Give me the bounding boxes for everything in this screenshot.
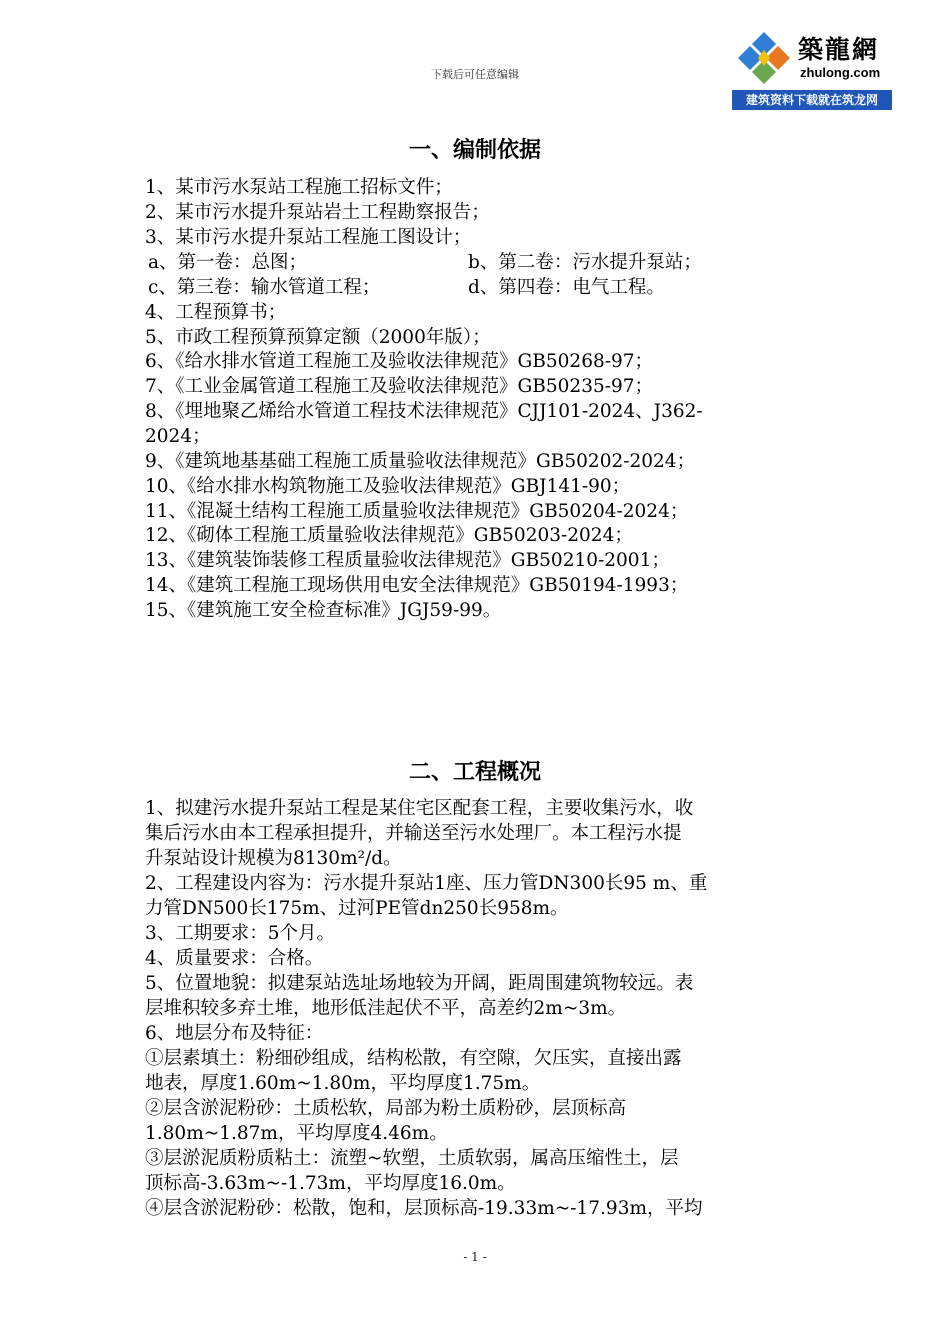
overview-line: ④层含淤泥粉砂：松散，饱和，层顶标高-19.33m~-17.93m，平均 [145, 1198, 703, 1219]
basis-item: 7、《工业金属管道工程施工及验收法律规范》GB50235-97； [145, 376, 654, 397]
volume-a: a、第一卷：总图； [148, 252, 308, 273]
basis-item: 11、《混凝土结构工程施工质量验收法律规范》GB50204-2024； [145, 501, 689, 522]
logo-top [732, 24, 892, 88]
basis-item: 12、《砌体工程施工质量验收法律规范》GB50203-2024； [145, 525, 633, 546]
logo-url: zhulong.com [800, 65, 881, 80]
overview-line: ③层淤泥质粉质粘土：流塑~软塑，土质软弱，属高压缩性土，层 [145, 1148, 679, 1169]
logo-tagline: 建筑资料下载就在筑龙网 [732, 90, 892, 110]
volume-d: d、第四卷：电气工程。 [468, 277, 665, 298]
basis-item: 8、《埋地聚乙烯给水管道工程技术法律规范》CJJ101-2024、J362- [145, 401, 703, 422]
overview-line: 力管DN500长175m、过河PE管dn250长958m。 [145, 898, 569, 919]
basis-item: 1、某市污水泵站工程施工招标文件； [145, 177, 453, 198]
basis-item: 13、《建筑装饰装修工程质量验收法律规范》GB50210-2001； [145, 550, 670, 571]
section2-title: 二、工程概况 [408, 760, 541, 785]
volume-c: c、第三卷：输水管道工程； [148, 277, 381, 298]
overview-line: ②层含淤泥粉砂：土质松软，局部为粉土质粉砂，层顶标高 [145, 1098, 627, 1119]
overview-line: ①层素填土：粉细砂组成，结构松散，有空隙，欠压实，直接出露 [145, 1048, 682, 1069]
overview-line: 2、工程建设内容为：污水提升泵站1座、压力管DN300长95 m、重 [145, 873, 708, 894]
logo-name: 築龍網 [798, 35, 880, 64]
overview-line: 地表，厚度1.60m~1.80m，平均厚度1.75m。 [145, 1073, 541, 1094]
basis-item: 3、某市污水提升泵站工程施工图设计； [145, 227, 472, 248]
overview-line: 3、工期要求：5个月。 [145, 923, 336, 944]
overview-line: 升泵站设计规模为8130m²/d。 [145, 848, 402, 869]
overview-line: 4、质量要求：合格。 [145, 948, 324, 969]
header-note: 下载后可任意编辑 [431, 68, 519, 81]
overview-line: 1、拟建污水提升泵站工程是某住宅区配套工程，主要收集污水，收 [145, 798, 694, 819]
logo-mark-icon [736, 30, 792, 86]
basis-item: 6、《给水排水管道工程施工及验收法律规范》GB50268-97； [145, 351, 654, 372]
section1-title: 一、编制依据 [408, 138, 541, 163]
basis-item: 10、《给水排水构筑物施工及验收法律规范》GBJ141-90； [145, 476, 631, 497]
basis-item: 9、《建筑地基基础工程施工质量验收法律规范》GB50202-2024； [145, 451, 696, 472]
basis-item: 4、工程预算书； [145, 302, 287, 323]
volume-b: b、第二卷：污水提升泵站； [468, 252, 702, 273]
basis-item-continued: 2024； [145, 426, 211, 447]
basis-item: 15、《建筑施工安全检查标准》JGJ59-99。 [145, 600, 502, 621]
overview-line: 5、位置地貌：拟建泵站选址场地较为开阔，距周围建筑物较远。表 [145, 973, 694, 994]
basis-item: 2、某市污水提升泵站岩土工程勘察报告； [145, 202, 490, 223]
overview-line: 1.80m~1.87m，平均厚度4.46m。 [145, 1123, 448, 1144]
overview-line: 顶标高-3.63m~-1.73m，平均厚度16.0m。 [145, 1173, 516, 1194]
overview-line: 层堆积较多弃土堆，地形低洼起伏不平，高差约2m~3m。 [145, 998, 627, 1019]
overview-line: 集后污水由本工程承担提升，并输送至污水处理厂。本工程污水提 [145, 823, 682, 844]
overview-line: 6、地层分布及特征： [145, 1023, 324, 1044]
zhulong-logo [732, 24, 892, 110]
page-number: - 1 - [463, 1250, 487, 1264]
basis-item: 14、《建筑工程施工现场供用电安全法律规范》GB50194-1993； [145, 575, 689, 596]
basis-item: 5、市政工程预算预算定额（2000年版）； [145, 327, 491, 348]
